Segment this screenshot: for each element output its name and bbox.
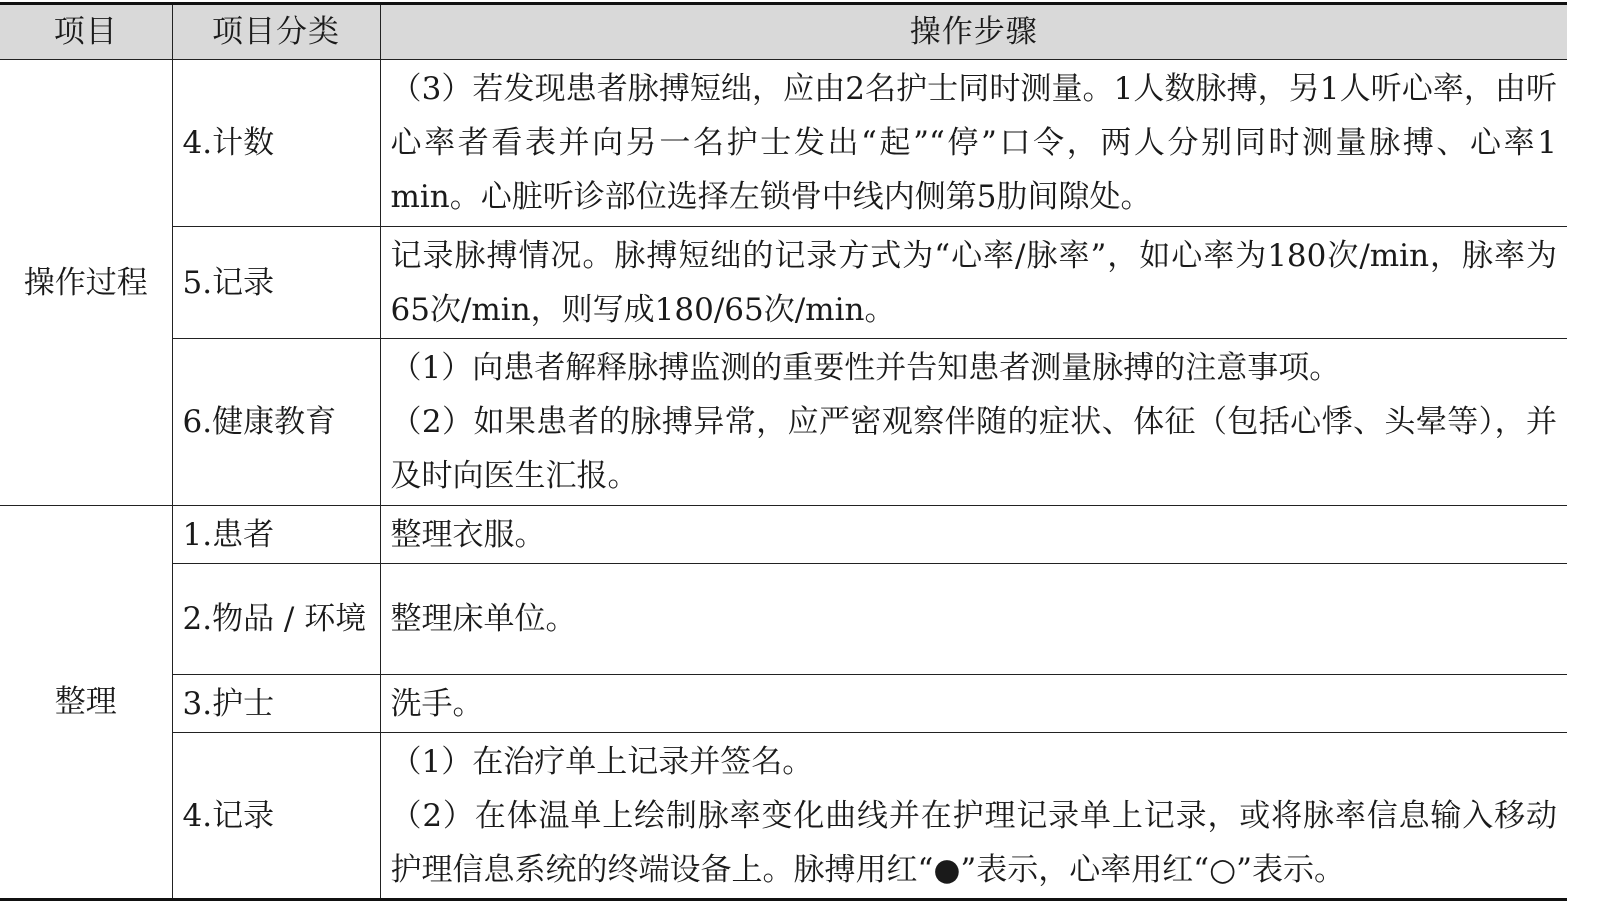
- steps-cell: [380, 675, 1567, 733]
- table-body: [0, 60, 1567, 900]
- table-row: [0, 60, 1567, 227]
- category-cell: 2.物品 / 环境: [172, 564, 380, 675]
- table-row: [0, 733, 1567, 900]
- steps-cell: [380, 60, 1567, 227]
- table-row: [0, 506, 1567, 564]
- category-cell: 1.患者: [172, 506, 380, 564]
- table-row: [0, 675, 1567, 733]
- header-item: 项目: [0, 4, 172, 60]
- item-cell-tidy: 整理: [0, 506, 172, 900]
- table-header: [0, 4, 1567, 60]
- category-cell: 5.记录: [172, 227, 380, 339]
- category-cell: 4.记录: [172, 733, 380, 900]
- header-category: 项目分类: [172, 4, 380, 60]
- steps-cell: [380, 564, 1567, 675]
- category-cell: 3.护士: [172, 675, 380, 733]
- header-steps: 操作步骤: [380, 4, 1567, 60]
- procedure-table: [0, 2, 1567, 901]
- step-text: （2）如果患者的脉搏异常，应严密观察伴随的症状、体征（包括心悸、头晕等），并及时向医生汇报。: [390, 404, 1557, 494]
- step-text: （1）向患者解释脉搏监测的重要性并告知患者测量脉搏的注意事项。: [390, 350, 1341, 386]
- category-cell: 4.计数: [172, 60, 380, 227]
- category-cell: 6.健康教育: [172, 339, 380, 506]
- step-text: 整理衣服。: [390, 516, 546, 553]
- steps-cell: [380, 339, 1567, 506]
- steps-cell: [380, 227, 1567, 339]
- table-row: [0, 227, 1567, 339]
- table-row: [0, 564, 1567, 675]
- step-text: 整理床单位。: [390, 601, 577, 637]
- step-text: 记录脉搏情况。脉搏短绌的记录方式为“心率/脉率”，如心率为180次/min，脉率为65次/min，则写成180/65次/min。: [390, 237, 1557, 328]
- table-row: [0, 339, 1567, 506]
- step-text: （3）若发现患者脉搏短绌，应由2名护士同时测量。1人数脉搏，另1人听心率，由听心率者看表并向另一名护士发出“起”“停”口令，两人分别同时测量脉搏、心率1 min。心脏听诊部位选择左锁骨中线内侧第5肋间隙处。: [390, 71, 1557, 215]
- step-text: （2）在体温单上绘制脉率变化曲线并在护理记录单上记录，或将脉率信息输入移动护理信息系统的终端设备上。脉搏用红“●”表示，心率用红“○”表示。: [390, 797, 1557, 888]
- item-cell-operation: 操作过程: [0, 60, 172, 506]
- steps-cell: [380, 506, 1567, 564]
- header-row: [0, 4, 1567, 60]
- step-text: 洗手。: [390, 685, 484, 722]
- step-text: （1）在治疗单上记录并签名。: [390, 743, 814, 780]
- steps-cell: [380, 733, 1567, 900]
